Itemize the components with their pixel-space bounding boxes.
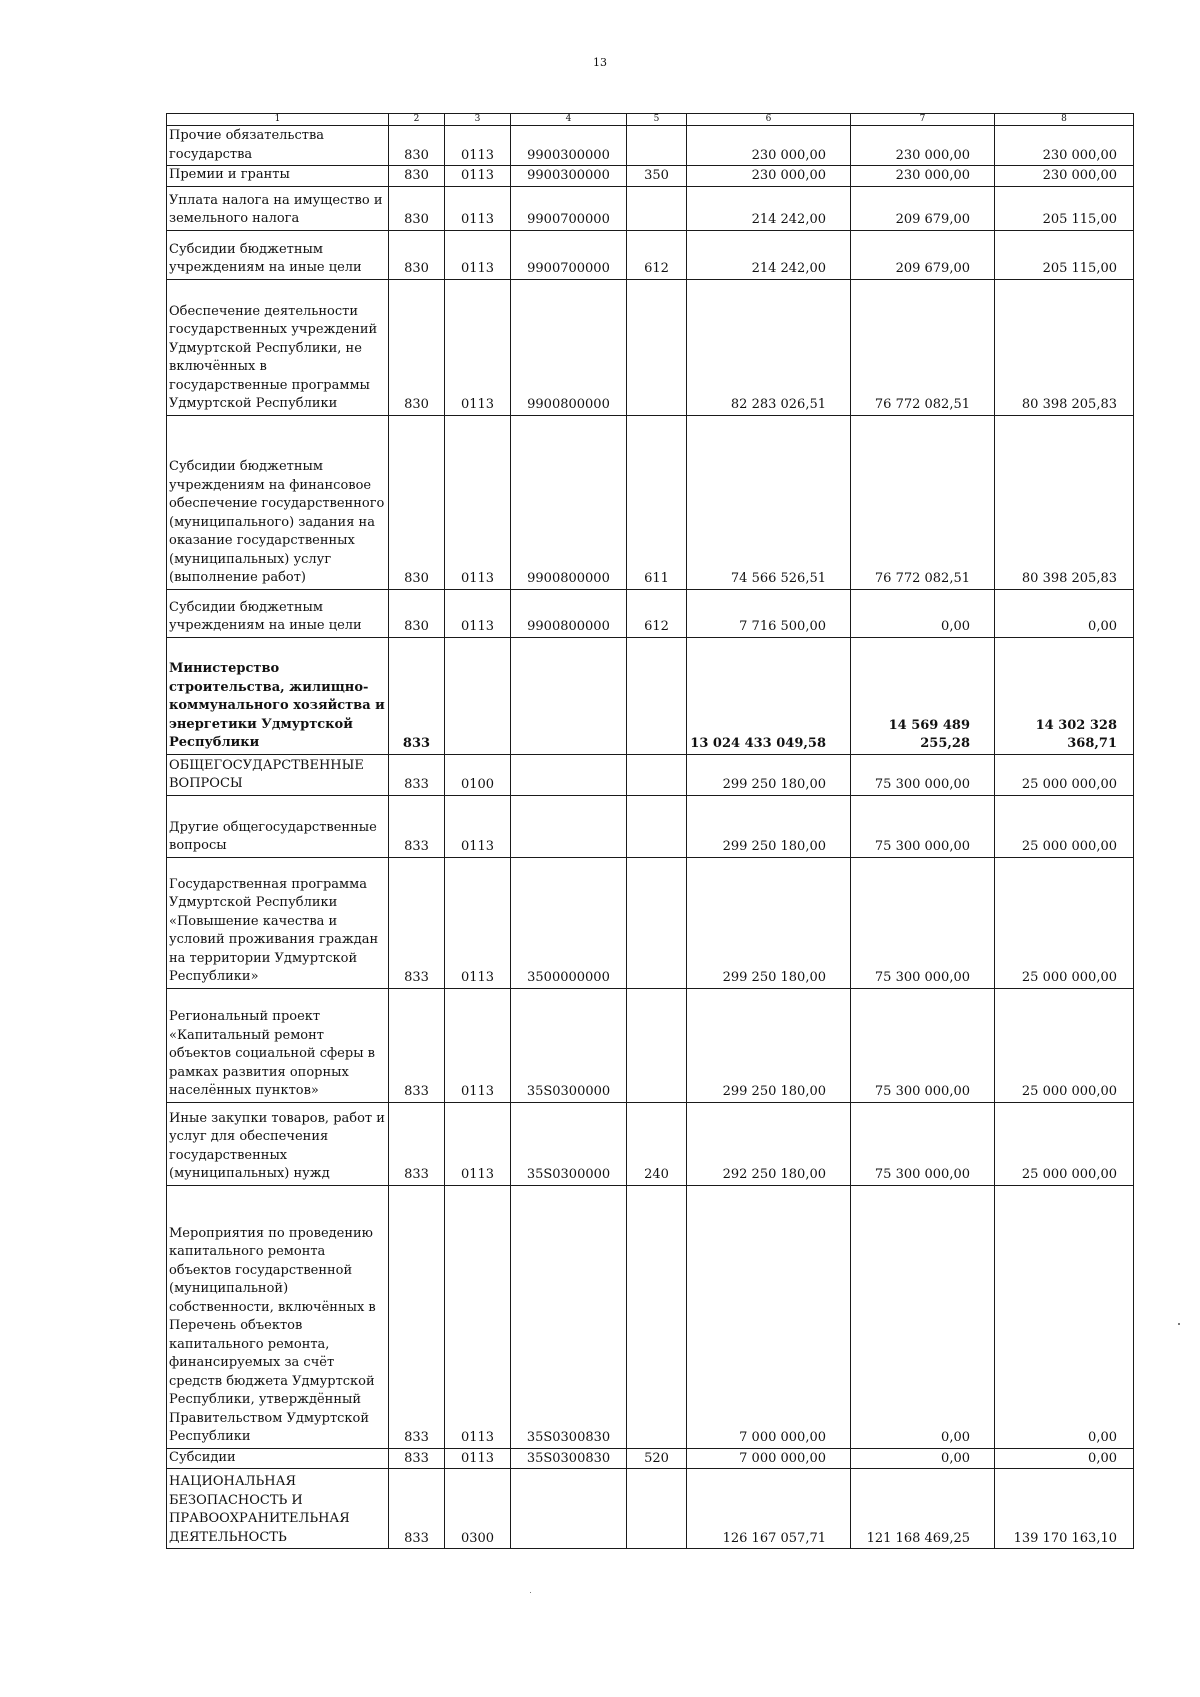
row-amount-col6: 299 250 180,00: [687, 795, 851, 857]
row-ministry-code: 833: [389, 637, 445, 754]
row-ministry-code: 833: [389, 1469, 445, 1549]
row-amount-col8: 25 000 000,00: [995, 795, 1134, 857]
row-ministry-code: 833: [389, 795, 445, 857]
header-cell-2: 2: [389, 114, 445, 126]
row-target-code: 3500000000: [511, 857, 627, 988]
row-expense-type: 520: [627, 1448, 687, 1469]
row-amount-col7: 0,00: [851, 1185, 995, 1448]
row-name: Субсидии бюджетным учреждениям на иные цели: [167, 230, 389, 279]
table-row: [167, 1102, 1134, 1185]
row-target-code: 9900800000: [511, 415, 627, 589]
row-amount-col6: 299 250 180,00: [687, 754, 851, 795]
row-amount-col6: 7 000 000,00: [687, 1448, 851, 1469]
header-cell-8: 8: [995, 114, 1134, 126]
row-ministry-code: 830: [389, 186, 445, 230]
row-name: Региональный проект «Капитальный ремонт объектов социальной сферы в рамках развития опорных населённых пунктов»: [167, 988, 389, 1102]
row-amount-col7: 76 772 082,51: [851, 415, 995, 589]
table-row: [167, 1448, 1134, 1469]
row-amount-col6: 82 283 026,51: [687, 279, 851, 415]
row-amount-col8: 25 000 000,00: [995, 1102, 1134, 1185]
row-target-code: 35S0300000: [511, 988, 627, 1102]
row-target-code: 9900300000: [511, 166, 627, 187]
row-target-code: 9900300000: [511, 126, 627, 166]
row-section-code: 0113: [445, 230, 511, 279]
row-amount-col7: 75 300 000,00: [851, 988, 995, 1102]
row-name: Уплата налога на имущество и земельного налога: [167, 186, 389, 230]
row-amount-col7: 75 300 000,00: [851, 1102, 995, 1185]
row-amount-col6: 299 250 180,00: [687, 988, 851, 1102]
row-expense-type: 350: [627, 166, 687, 187]
row-ministry-code: 833: [389, 988, 445, 1102]
row-target-code: 9900700000: [511, 186, 627, 230]
row-amount-col8: 25 000 000,00: [995, 988, 1134, 1102]
table-row: [167, 988, 1134, 1102]
row-amount-col7: 14 569 489 255,28: [851, 637, 995, 754]
row-expense-type: 240: [627, 1102, 687, 1185]
table-row: [167, 415, 1134, 589]
row-amount-col6: 7 716 500,00: [687, 589, 851, 637]
row-amount-col6: 214 242,00: [687, 186, 851, 230]
row-name: Субсидии: [167, 1448, 389, 1469]
row-amount-col6: 126 167 057,71: [687, 1469, 851, 1549]
row-name: Субсидии бюджетным учреждениям на иные цели: [167, 589, 389, 637]
table-row: [167, 857, 1134, 988]
row-name: Прочие обязательства государства: [167, 126, 389, 166]
row-target-code: [511, 637, 627, 754]
row-target-code: [511, 1469, 627, 1549]
row-amount-col8: 230 000,00: [995, 126, 1134, 166]
row-amount-col8: 0,00: [995, 589, 1134, 637]
row-ministry-code: 830: [389, 415, 445, 589]
row-amount-col7: 75 300 000,00: [851, 754, 995, 795]
table-row: [167, 589, 1134, 637]
table-row: [167, 279, 1134, 415]
header-cell-7: 7: [851, 114, 995, 126]
row-amount-col8: 14 302 328 368,71: [995, 637, 1134, 754]
row-ministry-code: 833: [389, 857, 445, 988]
row-amount-col6: 214 242,00: [687, 230, 851, 279]
row-amount-col7: 121 168 469,25: [851, 1469, 995, 1549]
row-name: Государственная программа Удмуртской Республики «Повышение качества и условий проживания граждан на территории Удмуртской Республики»: [167, 857, 389, 988]
row-ministry-code: 830: [389, 279, 445, 415]
row-name: Субсидии бюджетным учреждениям на финансовое обеспечение государственного (муниципального) задания на оказание государственных (муниципальных) услуг (выполнение работ): [167, 415, 389, 589]
row-name: Премии и гранты: [167, 166, 389, 187]
row-ministry-code: 830: [389, 589, 445, 637]
row-expense-type: [627, 1469, 687, 1549]
row-section-code: 0113: [445, 857, 511, 988]
row-expense-type: [627, 754, 687, 795]
row-amount-col8: 0,00: [995, 1448, 1134, 1469]
row-amount-col8: 205 115,00: [995, 186, 1134, 230]
row-expense-type: [627, 186, 687, 230]
scan-speck: [530, 1592, 531, 1593]
row-expense-type: [627, 126, 687, 166]
row-target-code: 35S0300000: [511, 1102, 627, 1185]
row-section-code: [445, 637, 511, 754]
row-expense-type: [627, 637, 687, 754]
row-section-code: 0113: [445, 415, 511, 589]
header-row: [167, 114, 1134, 126]
table-row: [167, 166, 1134, 187]
row-amount-col7: 0,00: [851, 589, 995, 637]
row-expense-type: [627, 857, 687, 988]
row-target-code: 35S0300830: [511, 1185, 627, 1448]
row-amount-col8: 25 000 000,00: [995, 754, 1134, 795]
row-target-code: [511, 754, 627, 795]
row-amount-col7: 209 679,00: [851, 186, 995, 230]
row-name: ОБЩЕГОСУДАРСТВЕННЫЕ ВОПРОСЫ: [167, 754, 389, 795]
page-number: 13: [593, 56, 607, 69]
row-ministry-code: 830: [389, 166, 445, 187]
row-section-code: 0113: [445, 126, 511, 166]
row-expense-type: [627, 988, 687, 1102]
header-cell-1: 1: [167, 114, 389, 126]
row-amount-col8: 80 398 205,83: [995, 415, 1134, 589]
row-name: Мероприятия по проведению капитального ремонта объектов государственной (муниципальной) собственности, включённых в Перечень объектов капитального ремонта, финансируемых за счёт средств бюджета Удмуртской Республики, утверждённый Правительством Удмуртской Республики: [167, 1185, 389, 1448]
header-cell-6: 6: [687, 114, 851, 126]
row-target-code: 35S0300830: [511, 1448, 627, 1469]
row-section-code: 0113: [445, 1102, 511, 1185]
row-amount-col6: 292 250 180,00: [687, 1102, 851, 1185]
row-amount-col7: 76 772 082,51: [851, 279, 995, 415]
row-amount-col7: 75 300 000,00: [851, 857, 995, 988]
row-target-code: 9900800000: [511, 589, 627, 637]
row-name: Министерство строительства, жилищно-коммунального хозяйства и энергетики Удмуртской Республики: [167, 637, 389, 754]
row-name: Иные закупки товаров, работ и услуг для обеспечения государственных (муниципальных) нужд: [167, 1102, 389, 1185]
scan-speck: [1178, 1323, 1180, 1325]
row-amount-col8: 139 170 163,10: [995, 1469, 1134, 1549]
row-ministry-code: 833: [389, 754, 445, 795]
row-target-code: 9900800000: [511, 279, 627, 415]
row-name: Обеспечение деятельности государственных учреждений Удмуртской Республики, не включённых в государственные программы Удмуртской Республики: [167, 279, 389, 415]
row-amount-col7: 209 679,00: [851, 230, 995, 279]
row-section-code: 0113: [445, 988, 511, 1102]
row-ministry-code: 833: [389, 1448, 445, 1469]
table-row-ministry: [167, 637, 1134, 754]
row-amount-col7: 75 300 000,00: [851, 795, 995, 857]
row-expense-type: [627, 1185, 687, 1448]
row-amount-col8: 205 115,00: [995, 230, 1134, 279]
header-cell-4: 4: [511, 114, 627, 126]
row-expense-type: [627, 279, 687, 415]
row-amount-col6: 230 000,00: [687, 166, 851, 187]
table-row: [167, 1185, 1134, 1448]
row-amount-col7: 0,00: [851, 1448, 995, 1469]
row-amount-col6: 299 250 180,00: [687, 857, 851, 988]
budget-table: [166, 113, 1134, 1549]
row-section-code: 0113: [445, 166, 511, 187]
row-section-code: 0113: [445, 186, 511, 230]
table-row: [167, 230, 1134, 279]
row-name: НАЦИОНАЛЬНАЯ БЕЗОПАСНОСТЬ И ПРАВООХРАНИТЕЛЬНАЯ ДЕЯТЕЛЬНОСТЬ: [167, 1469, 389, 1549]
table-row: [167, 754, 1134, 795]
row-section-code: 0113: [445, 1448, 511, 1469]
row-ministry-code: 833: [389, 1185, 445, 1448]
table-row: [167, 126, 1134, 166]
row-section-code: 0100: [445, 754, 511, 795]
row-target-code: [511, 795, 627, 857]
row-name: Другие общегосударственные вопросы: [167, 795, 389, 857]
row-amount-col8: 230 000,00: [995, 166, 1134, 187]
row-expense-type: [627, 795, 687, 857]
row-target-code: 9900700000: [511, 230, 627, 279]
row-section-code: 0113: [445, 279, 511, 415]
row-amount-col6: 74 566 526,51: [687, 415, 851, 589]
row-section-code: 0113: [445, 795, 511, 857]
row-section-code: 0300: [445, 1469, 511, 1549]
table-row: [167, 795, 1134, 857]
row-expense-type: 612: [627, 589, 687, 637]
row-section-code: 0113: [445, 589, 511, 637]
table-row: [167, 186, 1134, 230]
row-ministry-code: 833: [389, 1102, 445, 1185]
row-amount-col6: 230 000,00: [687, 126, 851, 166]
row-ministry-code: 830: [389, 230, 445, 279]
row-section-code: 0113: [445, 1185, 511, 1448]
row-expense-type: 612: [627, 230, 687, 279]
row-amount-col8: 25 000 000,00: [995, 857, 1134, 988]
row-amount-col6: 13 024 433 049,58: [687, 637, 851, 754]
row-amount-col6: 7 000 000,00: [687, 1185, 851, 1448]
row-expense-type: 611: [627, 415, 687, 589]
header-cell-5: 5: [627, 114, 687, 126]
row-amount-col8: 80 398 205,83: [995, 279, 1134, 415]
table-row-section: [167, 1469, 1134, 1549]
row-amount-col8: 0,00: [995, 1185, 1134, 1448]
row-ministry-code: 830: [389, 126, 445, 166]
row-amount-col7: 230 000,00: [851, 166, 995, 187]
header-cell-3: 3: [445, 114, 511, 126]
row-amount-col7: 230 000,00: [851, 126, 995, 166]
